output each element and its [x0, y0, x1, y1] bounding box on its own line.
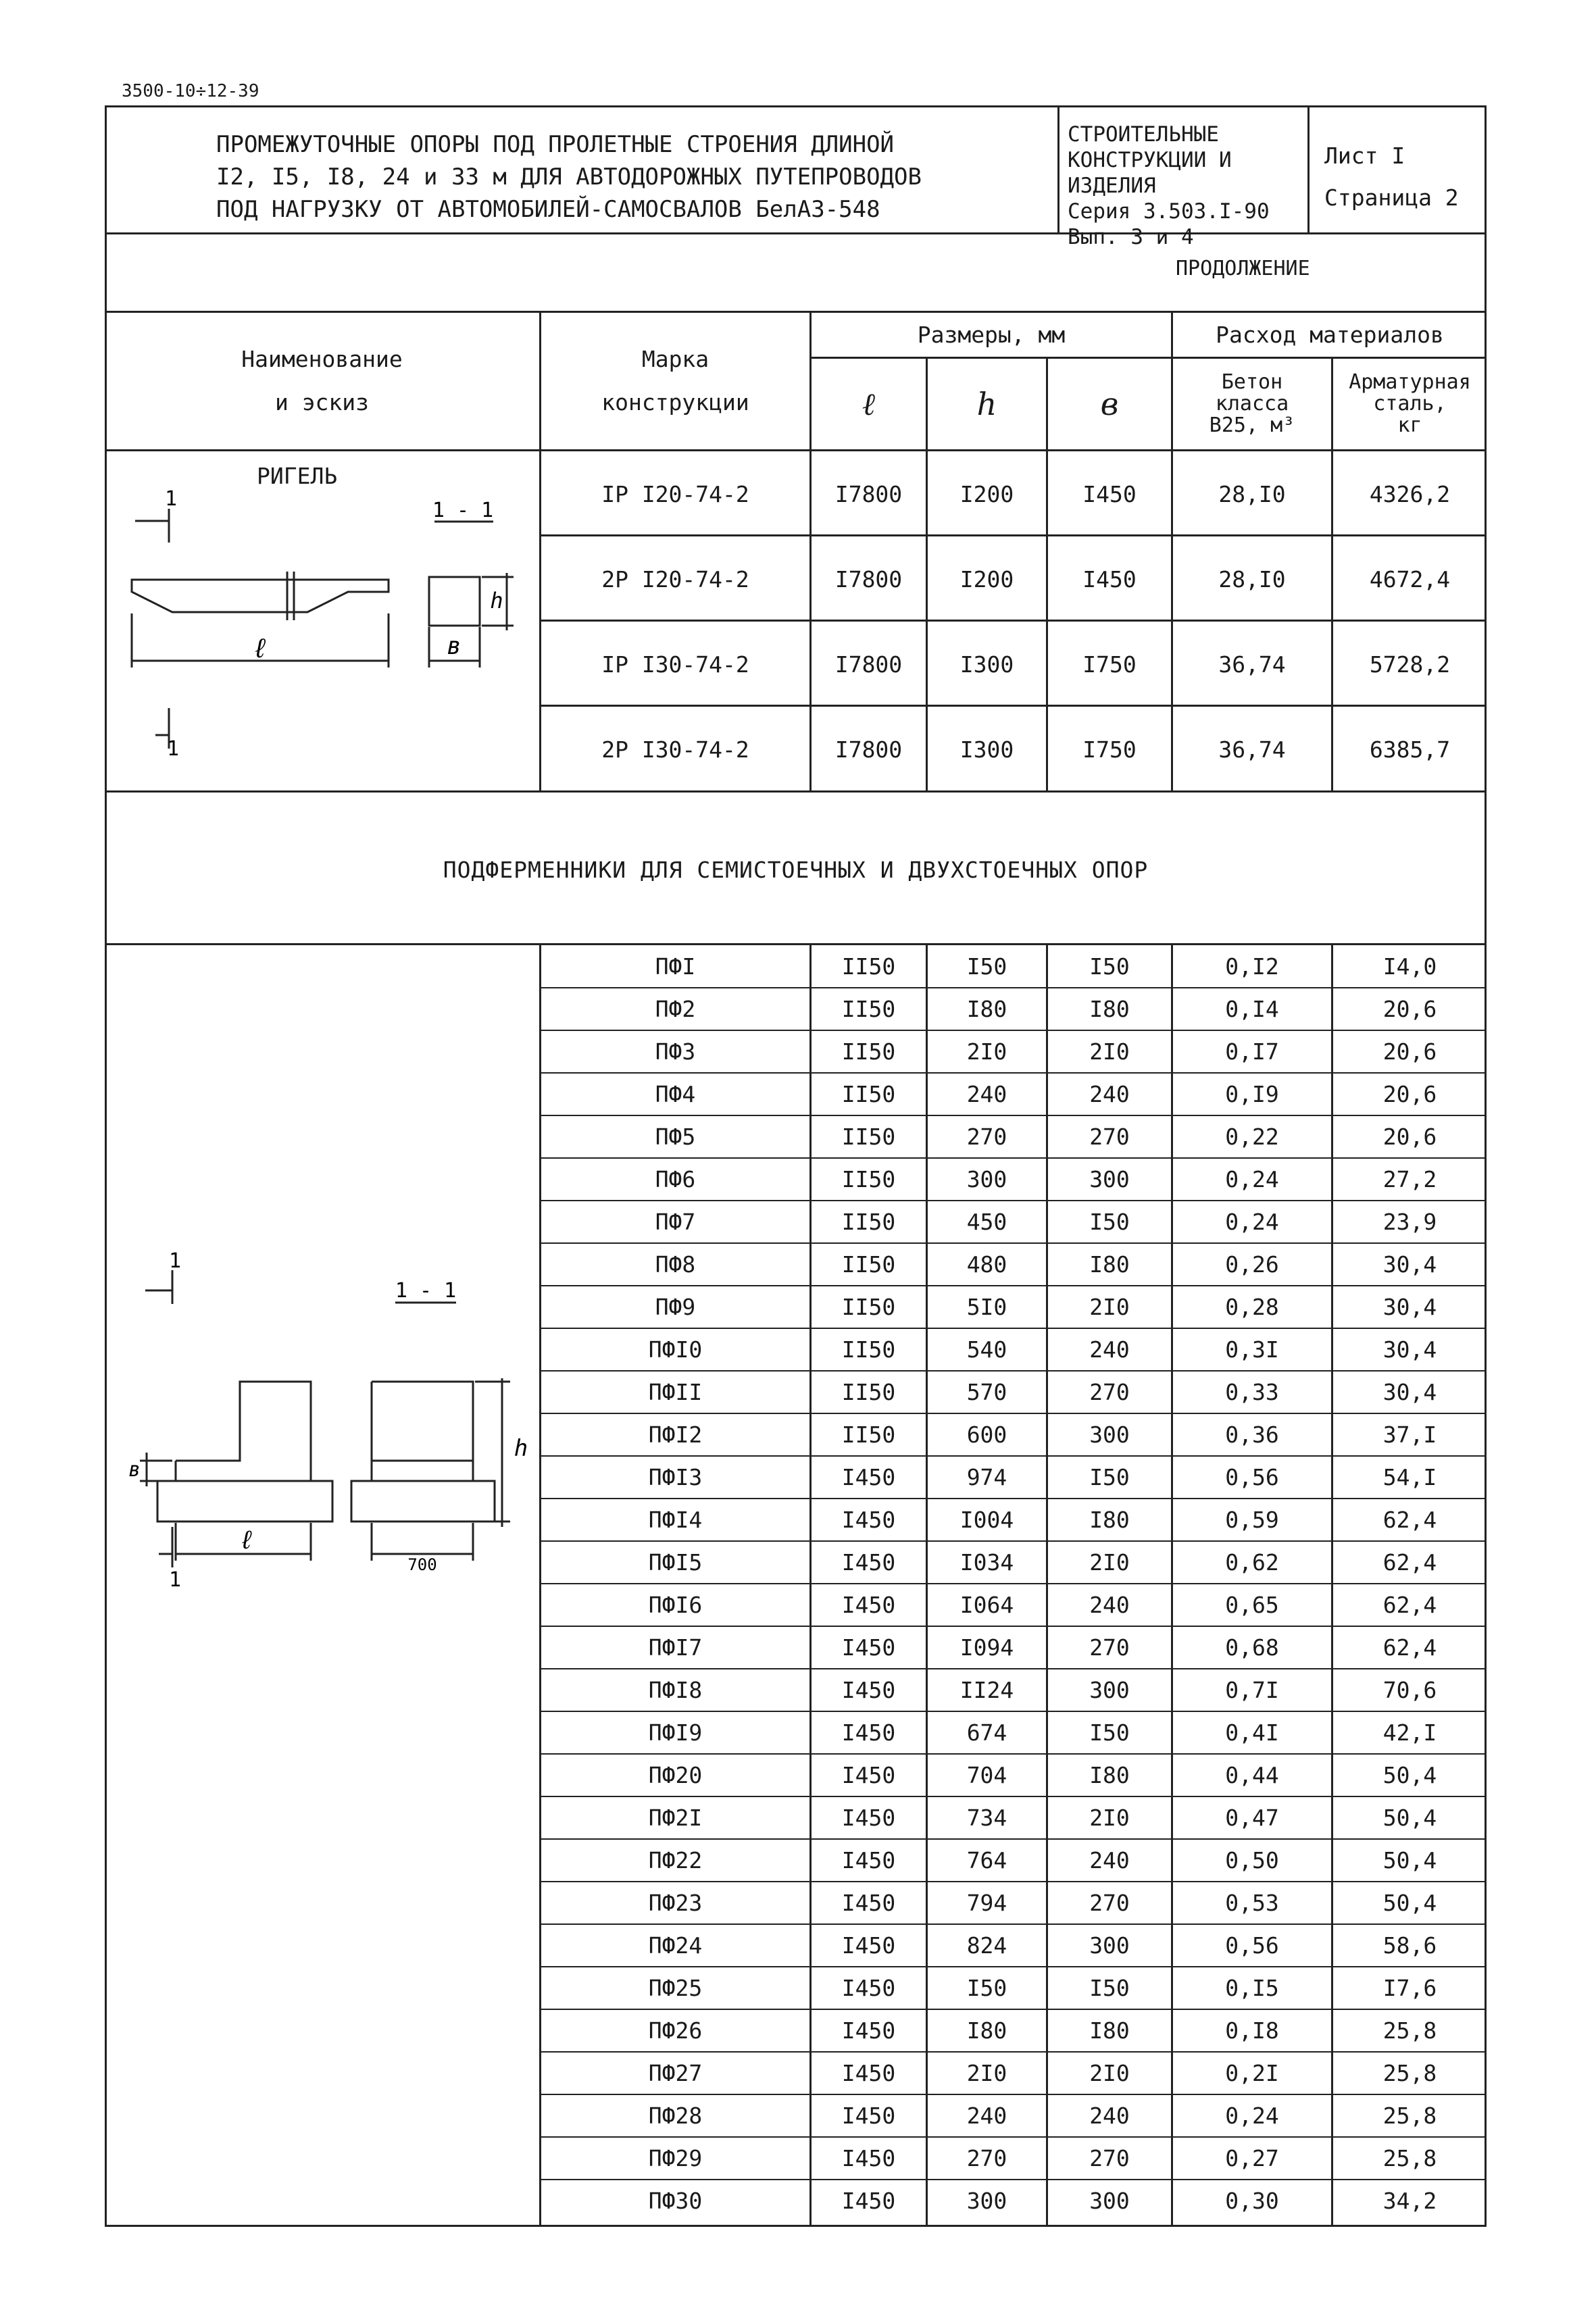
cell-h: 2I0 — [966, 2060, 1007, 2086]
cell-l: I450 — [841, 2017, 896, 2044]
cell-b: 240 — [1089, 2103, 1130, 2129]
cell-steel: I4,0 — [1382, 953, 1437, 980]
cell-concrete: 0,24 — [1225, 2103, 1279, 2129]
rigel-name: РИГЕЛЬ — [257, 463, 338, 489]
cell-mark: ПФ25 — [648, 1975, 703, 2001]
cell-mark: ПФ2I — [648, 1805, 703, 1831]
height-label: h — [514, 1435, 528, 1462]
cell-concrete: 0,I9 — [1225, 1081, 1279, 1107]
cell-mark: 2P I30-74-2 — [601, 736, 749, 763]
cell-steel: 6385,7 — [1369, 736, 1451, 763]
cell-b: I750 — [1082, 651, 1137, 678]
cell-steel: 50,4 — [1382, 1762, 1437, 1788]
cell-steel: 20,6 — [1382, 1081, 1437, 1107]
width-label: в — [447, 632, 462, 660]
cell-l: I450 — [841, 1549, 896, 1576]
cell-l: I450 — [841, 1932, 896, 1959]
cell-mark: ПФ8 — [655, 1251, 696, 1278]
length-label: ℓ — [251, 633, 269, 664]
cell-l: I7800 — [834, 565, 903, 593]
cell-h: 240 — [966, 2103, 1007, 2129]
cell-b: 270 — [1089, 1124, 1130, 1150]
cell-h: 240 — [966, 1081, 1007, 1107]
cell-b: 300 — [1089, 1422, 1130, 1448]
header-text: B25, м³ — [1209, 413, 1295, 437]
header-divider — [1307, 105, 1310, 234]
cell-concrete: 0,I4 — [1225, 996, 1279, 1022]
cell-l: II50 — [841, 1294, 896, 1320]
cell-steel: 50,4 — [1382, 1805, 1437, 1831]
section-mark-label: 1 — [168, 1249, 182, 1273]
cell-h: 540 — [966, 1336, 1007, 1363]
cell-l: II50 — [841, 1081, 896, 1107]
header-text: и эскиз — [274, 389, 370, 416]
cell-l: I450 — [841, 1847, 896, 1873]
cell-l: I450 — [841, 2103, 896, 2129]
cell-l: I450 — [841, 1634, 896, 1661]
cell-steel: 50,4 — [1382, 1890, 1437, 1916]
cell-mark: ПФI4 — [648, 1507, 703, 1533]
cell-b: I450 — [1082, 480, 1137, 507]
cell-concrete: 0,68 — [1225, 1634, 1279, 1661]
rigel-sketch — [105, 451, 539, 789]
cell-steel: 4326,2 — [1369, 480, 1451, 507]
section-mark-label: 1 — [166, 737, 180, 761]
cell-l: I450 — [841, 2060, 896, 2086]
series-line: СТРОИТЕЛЬНЫЕ — [1068, 122, 1219, 147]
cell-mark: ПФ24 — [648, 1932, 703, 1959]
cell-concrete: 0,56 — [1225, 1464, 1279, 1490]
cell-steel: 4672,4 — [1369, 565, 1451, 593]
cell-h: 270 — [966, 1124, 1007, 1150]
cell-l: II50 — [841, 953, 896, 980]
continuation-label: ПРОДОЛЖЕНИЕ — [1176, 257, 1310, 280]
height-label: h — [490, 588, 503, 613]
cell-concrete: 0,24 — [1225, 1209, 1279, 1235]
header-mark — [541, 313, 809, 449]
cell-b: I750 — [1082, 736, 1137, 763]
header-text: Марка — [641, 346, 709, 372]
cell-concrete: 0,3I — [1225, 1336, 1279, 1363]
cell-l: I7800 — [834, 651, 903, 678]
cell-b: I50 — [1089, 1209, 1130, 1235]
cell-concrete: 0,36 — [1225, 1422, 1279, 1448]
cell-b: 2I0 — [1089, 1294, 1130, 1320]
header-sizes: Размеры, мм — [917, 321, 1066, 348]
cell-concrete: 0,I8 — [1225, 2017, 1279, 2044]
cell-l: II50 — [841, 1336, 896, 1363]
sheet-block — [1324, 135, 1480, 219]
header-name-sketch — [105, 313, 539, 449]
title-line: ПРОМЕЖУТОЧНЫЕ ОПОРЫ ПОД ПРОЛЕТНЫЕ СТРОЕНИЯ ДЛИНОЙ — [216, 131, 895, 158]
cell-h: 974 — [966, 1464, 1007, 1490]
cell-mark: ПФI7 — [648, 1634, 703, 1661]
cell-l: I450 — [841, 1805, 896, 1831]
cell-l: II50 — [841, 1251, 896, 1278]
cell-h: II24 — [959, 1677, 1014, 1703]
cell-steel: 25,8 — [1382, 2103, 1437, 2129]
title-line: I2, I5, I8, 24 и 33 м ДЛЯ АВТОДОРОЖНЫХ ПУТЕПРОВОДОВ — [216, 164, 922, 191]
header-text: класса — [1215, 392, 1289, 416]
cell-l: II50 — [841, 1379, 896, 1405]
cell-b: 240 — [1089, 1336, 1130, 1363]
cell-mark: 2P I20-74-2 — [601, 565, 749, 593]
cell-steel: 62,4 — [1382, 1634, 1437, 1661]
cell-l: II50 — [841, 1422, 896, 1448]
cell-l: I7800 — [834, 736, 903, 763]
cell-l: I450 — [841, 1762, 896, 1788]
cell-b: 270 — [1089, 1634, 1130, 1661]
cell-b: 270 — [1089, 2145, 1130, 2171]
cell-concrete: 0,7I — [1225, 1677, 1279, 1703]
cell-h: I300 — [959, 736, 1014, 763]
document-title — [216, 128, 1047, 226]
cell-steel: 54,I — [1382, 1464, 1437, 1490]
cell-h: 5I0 — [966, 1294, 1007, 1320]
cell-mark: ПФ28 — [648, 2103, 703, 2129]
cell-b: I80 — [1089, 1251, 1130, 1278]
cell-concrete: 28,I0 — [1218, 565, 1286, 593]
cell-steel: 20,6 — [1382, 996, 1437, 1022]
cell-steel: 23,9 — [1382, 1209, 1437, 1235]
cell-concrete: 36,74 — [1218, 736, 1286, 763]
header-materials: Расход материалов — [1216, 321, 1444, 348]
header-divider — [1057, 105, 1059, 234]
cell-b: 300 — [1089, 1166, 1130, 1192]
cell-l: II50 — [841, 1209, 896, 1235]
cell-mark: ПФ4 — [655, 1081, 696, 1107]
cell-h: I064 — [959, 1592, 1014, 1618]
cell-concrete: 0,4I — [1225, 1719, 1279, 1746]
cell-steel: 30,4 — [1382, 1336, 1437, 1363]
cell-mark: ПФ27 — [648, 2060, 703, 2086]
cell-concrete: 0,33 — [1225, 1379, 1279, 1405]
cell-h: 674 — [966, 1719, 1007, 1746]
cell-b: 2I0 — [1089, 1549, 1130, 1576]
cell-b: 300 — [1089, 1932, 1130, 1959]
cell-b: 2I0 — [1089, 1038, 1130, 1065]
cell-steel: 25,8 — [1382, 2145, 1437, 2171]
cell-concrete: 0,I7 — [1225, 1038, 1279, 1065]
cell-h: 2I0 — [966, 1038, 1007, 1065]
cell-h: 734 — [966, 1805, 1007, 1831]
cell-concrete: 0,28 — [1225, 1294, 1279, 1320]
cell-h: 600 — [966, 1422, 1007, 1448]
header-text: сталь, — [1373, 392, 1447, 416]
cell-steel: 30,4 — [1382, 1294, 1437, 1320]
cell-b: 2I0 — [1089, 2060, 1130, 2086]
cell-h: 450 — [966, 1209, 1007, 1235]
cell-b: I450 — [1082, 565, 1137, 593]
cell-mark: ПФI0 — [648, 1336, 703, 1363]
cell-steel: 62,4 — [1382, 1592, 1437, 1618]
series-line: КОНСТРУКЦИИ И — [1068, 148, 1232, 172]
cell-h: I094 — [959, 1634, 1014, 1661]
cell-mark: ПФI — [655, 953, 696, 980]
sheet-number: Лист I — [1324, 143, 1405, 169]
cell-b: I80 — [1089, 996, 1130, 1022]
cell-h: 764 — [966, 1847, 1007, 1873]
cell-l: I450 — [841, 1507, 896, 1533]
cell-l: I450 — [841, 1719, 896, 1746]
cell-l: II50 — [841, 1166, 896, 1192]
cell-concrete: 0,47 — [1225, 1805, 1279, 1831]
cell-steel: 30,4 — [1382, 1379, 1437, 1405]
cell-concrete: 0,56 — [1225, 1932, 1279, 1959]
cell-h: I50 — [966, 1975, 1007, 2001]
cell-h: I50 — [966, 953, 1007, 980]
cell-mark: ПФ7 — [655, 1209, 696, 1235]
cell-steel: 42,I — [1382, 1719, 1437, 1746]
cell-l: I450 — [841, 1677, 896, 1703]
cell-h: I300 — [959, 651, 1014, 678]
cell-b: I50 — [1089, 1464, 1130, 1490]
cell-mark: ПФ22 — [648, 1847, 703, 1873]
cell-mark: ПФ20 — [648, 1762, 703, 1788]
cell-mark: ПФ6 — [655, 1166, 696, 1192]
cell-l: I450 — [841, 1592, 896, 1618]
cell-mark: ПФI6 — [648, 1592, 703, 1618]
header-text: Наименование — [241, 346, 403, 372]
cell-l: I450 — [841, 1890, 896, 1916]
document-code: 3500-10÷12-39 — [122, 81, 259, 101]
cell-mark: ПФII — [648, 1379, 703, 1405]
section-mark-label: 1 — [168, 1568, 182, 1592]
cell-l: I7800 — [834, 480, 903, 507]
header-text: кг — [1397, 413, 1422, 437]
cell-concrete: 0,53 — [1225, 1890, 1279, 1916]
cell-steel: 30,4 — [1382, 1251, 1437, 1278]
header-text: Бетон — [1221, 370, 1283, 394]
cell-b: 240 — [1089, 1847, 1130, 1873]
cell-mark: ПФI9 — [648, 1719, 703, 1746]
cell-b: 240 — [1089, 1592, 1130, 1618]
section-mark-label: 1 — [164, 487, 178, 511]
pf-sketch — [105, 1249, 539, 1592]
header-text: Арматурная — [1349, 370, 1471, 394]
cell-l: I450 — [841, 2188, 896, 2214]
cell-b: 270 — [1089, 1379, 1130, 1405]
cell-l: I450 — [841, 2145, 896, 2171]
cell-concrete: 0,24 — [1225, 1166, 1279, 1192]
cell-mark: ПФ3 — [655, 1038, 696, 1065]
cell-mark: ПФI5 — [648, 1549, 703, 1576]
cell-l: I450 — [841, 1464, 896, 1490]
cell-concrete: 0,I5 — [1225, 1975, 1279, 2001]
width-label: в — [128, 1458, 141, 1482]
cell-mark: ПФ29 — [648, 2145, 703, 2171]
cell-steel: I7,6 — [1382, 1975, 1437, 2001]
header-text: конструкции — [601, 389, 749, 416]
cell-mark: IP I30-74-2 — [601, 651, 749, 678]
cell-steel: 62,4 — [1382, 1549, 1437, 1576]
cell-h: I004 — [959, 1507, 1014, 1533]
cell-steel: 5728,2 — [1369, 651, 1451, 678]
cell-mark: ПФ9 — [655, 1294, 696, 1320]
cell-l: II50 — [841, 1038, 896, 1065]
title-line: ПОД НАГРУЗКУ ОТ АВТОМОБИЛЕЙ-САМОСВАЛОВ БелАЗ-548 — [216, 196, 880, 223]
cell-steel: 58,6 — [1382, 1932, 1437, 1959]
cell-steel: 25,8 — [1382, 2017, 1437, 2044]
page-number: Страница 2 — [1324, 184, 1459, 211]
cell-b: I80 — [1089, 1507, 1130, 1533]
cell-mark: ПФ2 — [655, 996, 696, 1022]
cell-b: 240 — [1089, 1081, 1130, 1107]
cell-b: I80 — [1089, 1762, 1130, 1788]
cell-h: I80 — [966, 2017, 1007, 2044]
cell-mark: ПФ30 — [648, 2188, 703, 2214]
cell-h: 704 — [966, 1762, 1007, 1788]
cell-steel: 27,2 — [1382, 1166, 1437, 1192]
cell-l: I450 — [841, 1975, 896, 2001]
cell-h: 824 — [966, 1932, 1007, 1959]
cell-concrete: 0,27 — [1225, 2145, 1279, 2171]
cell-h: 794 — [966, 1890, 1007, 1916]
cell-h: I80 — [966, 996, 1007, 1022]
section-label: 1 - 1 — [432, 499, 494, 522]
cell-mark: ПФI3 — [648, 1464, 703, 1490]
section-label: 1 - 1 — [395, 1279, 457, 1303]
cell-concrete: 0,65 — [1225, 1592, 1279, 1618]
cell-steel: 50,4 — [1382, 1847, 1437, 1873]
cell-b: 270 — [1089, 1890, 1130, 1916]
cell-b: 300 — [1089, 2188, 1130, 2214]
cell-b: 2I0 — [1089, 1805, 1130, 1831]
cell-concrete: 0,26 — [1225, 1251, 1279, 1278]
cell-b: I50 — [1089, 953, 1130, 980]
cell-steel: 37,I — [1382, 1422, 1437, 1448]
cell-concrete: 36,74 — [1218, 651, 1286, 678]
cell-l: II50 — [841, 996, 896, 1022]
header-concrete — [1173, 359, 1331, 449]
cell-concrete: 28,I0 — [1218, 480, 1286, 507]
base-width-label: 700 — [407, 1555, 437, 1574]
section-title: ПОДФЕРМЕННИКИ ДЛЯ СЕМИСТОЕЧНЫХ И ДВУХСТОЕЧНЫХ ОПОР — [443, 857, 1149, 883]
cell-mark: ПФ26 — [648, 2017, 703, 2044]
cell-concrete: 0,44 — [1225, 1762, 1279, 1788]
cell-h: 270 — [966, 2145, 1007, 2171]
cell-steel: 34,2 — [1382, 2188, 1437, 2214]
cell-concrete: 0,50 — [1225, 1847, 1279, 1873]
cell-l: II50 — [841, 1124, 896, 1150]
cell-concrete: 0,22 — [1225, 1124, 1279, 1150]
cell-concrete: 0,2I — [1225, 2060, 1279, 2086]
header-length: ℓ — [862, 386, 876, 422]
cell-steel: 20,6 — [1382, 1038, 1437, 1065]
cell-b: I80 — [1089, 2017, 1130, 2044]
cell-mark: ПФ5 — [655, 1124, 696, 1150]
cell-steel: 20,6 — [1382, 1124, 1437, 1150]
series-line: Вып. 3 и 4 — [1068, 225, 1194, 249]
length-label: ℓ — [239, 1525, 255, 1555]
cell-h: 570 — [966, 1379, 1007, 1405]
series-line: Серия 3.503.I-90 — [1068, 199, 1270, 224]
header-steel — [1333, 359, 1487, 449]
cell-steel: 70,6 — [1382, 1677, 1437, 1703]
cell-concrete: 0,I2 — [1225, 953, 1279, 980]
cell-h: 300 — [966, 2188, 1007, 2214]
cell-h: I034 — [959, 1549, 1014, 1576]
cell-concrete: 0,62 — [1225, 1549, 1279, 1576]
cell-concrete: 0,30 — [1225, 2188, 1279, 2214]
cell-b: I50 — [1089, 1719, 1130, 1746]
header-height: h — [976, 386, 997, 422]
cell-steel: 25,8 — [1382, 2060, 1437, 2086]
cell-mark: ПФI2 — [648, 1422, 703, 1448]
cell-mark: ПФI8 — [648, 1677, 703, 1703]
series-block — [1068, 122, 1304, 250]
cell-concrete: 0,59 — [1225, 1507, 1279, 1533]
cell-h: 300 — [966, 1166, 1007, 1192]
cell-mark: ПФ23 — [648, 1890, 703, 1916]
cell-steel: 62,4 — [1382, 1507, 1437, 1533]
cell-h: I200 — [959, 480, 1014, 507]
cell-h: 480 — [966, 1251, 1007, 1278]
cell-mark: IP I20-74-2 — [601, 480, 749, 507]
series-line: ИЗДЕЛИЯ — [1068, 174, 1156, 198]
header-width: в — [1100, 386, 1119, 422]
cell-b: I50 — [1089, 1975, 1130, 2001]
cell-h: I200 — [959, 565, 1014, 593]
cell-b: 300 — [1089, 1677, 1130, 1703]
